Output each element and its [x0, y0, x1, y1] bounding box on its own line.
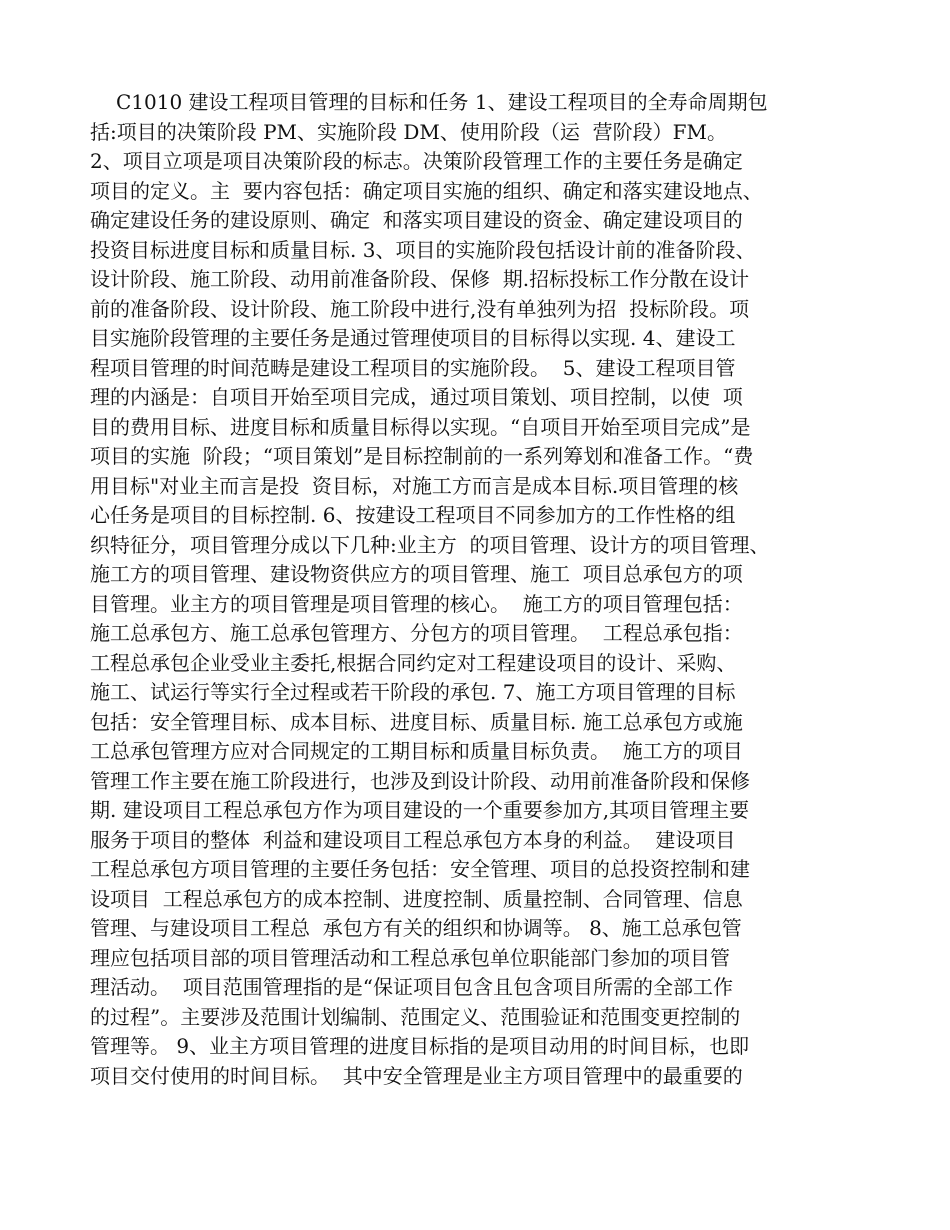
text-line: 包括：安全管理目标、成本目标、进度目标、质量目标. 施工总承包方或施	[90, 709, 743, 734]
text-line: 施工、试运行等实行全过程或若干阶段的承包. 7、施工方项目管理的目标	[90, 680, 736, 704]
text-line: 目实施阶段管理的主要任务是通过管理使项目的目标得以实现. 4、建设工	[90, 326, 736, 350]
text-line: C1010 建设工程项目管理的目标和任务 1、建设工程项目的全寿命周期包	[116, 90, 768, 114]
text-line: 确定建设任务的建设原则、确定 和落实项目建设的资金、确定建设项目的	[90, 208, 743, 232]
text-line: 目的费用目标、进度目标和质量目标得以实现。“自项目开始至项目完成”是	[90, 414, 751, 439]
text-line: 投资目标进度目标和质量目标. 3、项目的实施阶段包括设计前的准备阶段、	[90, 237, 756, 262]
text-line: 理活动。 项目范围管理指的是“保证项目包含且包含项目所需的全部工作	[90, 975, 733, 999]
text-line: 2、项目立项是项目决策阶段的标志。决策阶段管理工作的主要任务是确定	[90, 149, 743, 173]
text-line: 期. 建设项目工程总承包方作为项目建设的一个重要参加方,其项目管理主要	[90, 798, 750, 822]
text-line: 理的内涵是：自项目开始至项目完成，通过项目策划、项目控制，以使 项	[90, 385, 743, 409]
text-line: 项目交付使用的时间目标。 其中安全管理是业主方项目管理中的最重要的	[90, 1063, 743, 1088]
text-line: 管理等。 9、业主方项目管理的进度目标指的是项目动用的时间目标，也即	[90, 1034, 750, 1058]
text-line: 的过程”。主要涉及范围计划编制、范围定义、范围验证和范围变更控制的	[90, 1004, 741, 1029]
text-line: 工程总承包方项目管理的主要任务包括：安全管理、项目的总投资控制和建	[90, 857, 750, 881]
text-line: 管理工作主要在施工阶段进行，也涉及到设计阶段、动用前准备阶段和保修	[90, 768, 750, 793]
text-line: 心任务是项目的目标控制. 6、按建设工程项目不同参加方的工作性格的组	[90, 503, 736, 527]
text-line: 施工方的项目管理、建设物资供应方的项目管理、施工 项目总承包方的项	[90, 562, 743, 586]
text-line: 用目标"对业主而言是投 资目标，对施工方而言是成本目标.项目管理的核	[90, 473, 739, 498]
text-line: 括:项目的决策阶段 PM、实施阶段 DM、使用阶段（运 营阶段）FM。	[90, 119, 727, 144]
text-line: 项目的定义。主 要内容包括：确定项目实施的组织、确定和落实建设地点、	[90, 178, 763, 203]
text-line: 工程总承包企业受业主委托,根据合同约定对工程建设项目的设计、采购、	[90, 650, 737, 675]
text-line: 目管理。业主方的项目管理是项目管理的核心。 施工方的项目管理包括：	[90, 591, 743, 616]
body-text	[90, 88, 880, 1091]
text-line: 施工总承包方、施工总承包管理方、分包方的项目管理。 工程总承包指：	[90, 621, 743, 645]
text-line: 设计阶段、施工阶段、动用前准备阶段、保修 期.招标投标工作分散在设计	[90, 267, 750, 291]
text-line: 设项目 工程总承包方的成本控制、进度控制、质量控制、合同管理、信息	[90, 886, 743, 911]
text-line: 项目的实施 阶段；“项目策划”是目标控制前的一系列筹划和准备工作。“费	[90, 444, 754, 468]
text-line: 前的准备阶段、设计阶段、施工阶段中进行,没有单独列为招 投标阶段。项	[90, 296, 750, 321]
text-line: 工总承包管理方应对合同规定的工期目标和质量目标负责。 施工方的项目	[90, 739, 743, 763]
text-line: 理应包括项目部的项目管理活动和工程总承包单位职能部门参加的项目管	[90, 945, 730, 970]
text-line: 程项目管理的时间范畴是建设工程项目的实施阶段。 5、建设工程项目管	[90, 355, 736, 380]
text-line: 管理、与建设项目工程总 承包方有关的组织和协调等。 8、施工总承包管	[90, 916, 742, 940]
text-line: 服务于项目的整体 利益和建设项目工程总承包方本身的利益。 建设项目	[90, 827, 736, 852]
text-line: 织特征分，项目管理分成以下几种:业主方 的项目管理、设计方的项目管理、	[90, 532, 770, 557]
